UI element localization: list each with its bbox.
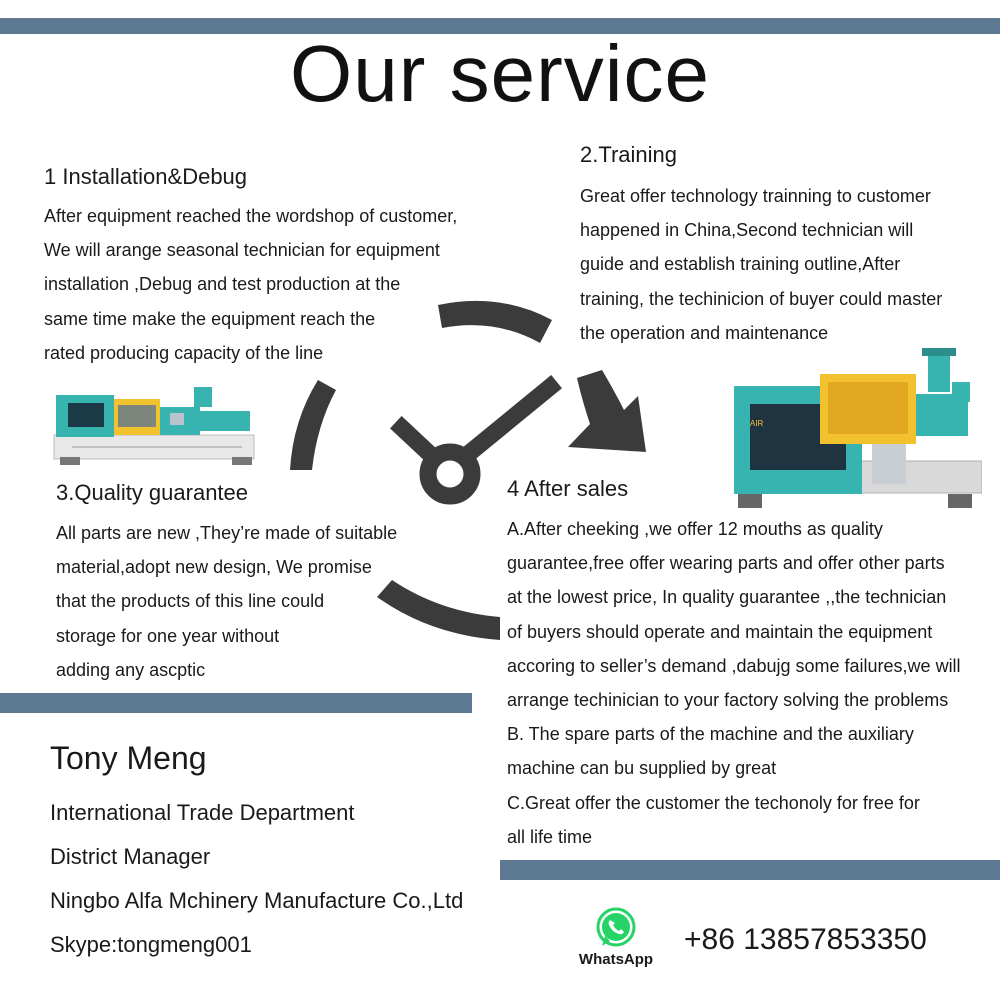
text-line: guide and establish training outline,After xyxy=(580,254,901,275)
text-line: Great offer technology trainning to customer xyxy=(580,186,931,206)
cycle-arrow-right xyxy=(568,370,646,452)
contact-department: International Trade Department xyxy=(50,800,355,825)
quality-heading: 3.Quality guarantee xyxy=(56,480,249,505)
text-line: All parts are new ,They’re made of suitable xyxy=(56,523,398,543)
text-line: rated producing capacity of the line xyxy=(44,342,324,363)
text-line: accoring to seller’s demand ,dabujg some failures,we will xyxy=(507,655,961,676)
injection-machine-left-image xyxy=(52,385,262,467)
contact-skype: Skype:tongmeng001 xyxy=(50,932,252,957)
phone-number[interactable]: +86 13857853350 xyxy=(684,923,927,956)
injection-machine-right-image xyxy=(732,346,982,511)
text-line: arrange techinician to your factory solving the problems xyxy=(507,690,949,711)
installation-text xyxy=(44,199,457,370)
text-line: A.After cheeking ,we offer 12 mouths as quality xyxy=(507,519,883,539)
training-heading: 2.Training xyxy=(580,142,678,167)
text-line: all life time xyxy=(507,826,593,847)
after-sales-heading: 4 After sales xyxy=(507,476,629,501)
text-line: same time make the equipment reach the xyxy=(44,308,376,329)
text-line: material,adopt new design, We promise xyxy=(56,557,372,578)
training-text xyxy=(580,179,942,350)
text-line: installation ,Debug and test production at the xyxy=(44,274,401,295)
text-line: happened in China,Second technician will xyxy=(580,220,914,241)
text-line: After equipment reached the wordshop of customer, xyxy=(44,206,458,226)
page-title: Our service xyxy=(290,29,710,118)
contact-position: District Manager xyxy=(50,844,211,869)
text-line: adding any ascptic xyxy=(56,659,206,680)
text-line: that the products of this line could xyxy=(56,591,325,612)
machine-brand-label: AIR xyxy=(750,419,764,428)
clock-hand-long xyxy=(467,387,550,455)
text-line: We will arange seasonal technician for equipment xyxy=(44,240,440,261)
whatsapp-label: WhatsApp xyxy=(578,951,654,968)
quality-text xyxy=(56,516,397,687)
text-line: the operation and maintenance xyxy=(580,322,829,343)
cycle-arc-left xyxy=(290,380,336,470)
clock-center xyxy=(428,452,472,496)
text-line: storage for one year without xyxy=(56,625,280,646)
text-line: training, the techinicion of buyer could master xyxy=(580,288,943,309)
text-line: of buyers should operate and maintain the equipment xyxy=(507,621,933,642)
text-line: machine can bu supplied by great xyxy=(507,758,777,779)
text-line: B. The spare parts of the machine and the auxiliary xyxy=(507,724,914,745)
installation-heading: 1 Installation&Debug xyxy=(44,164,248,189)
after-sales-text xyxy=(507,512,961,854)
contact-company: Ningbo Alfa Mchinery Manufacture Co.,Ltd xyxy=(50,888,464,913)
text-line: at the lowest price, In quality guarantee ,,the technician xyxy=(507,587,947,608)
contact-name: Tony Meng xyxy=(50,740,207,776)
text-line: guarantee,free offer wearing parts and offer other parts xyxy=(507,553,945,574)
whatsapp-icon[interactable] xyxy=(594,906,638,950)
text-line: C.Great offer the customer the techonoly for free for xyxy=(507,792,920,813)
